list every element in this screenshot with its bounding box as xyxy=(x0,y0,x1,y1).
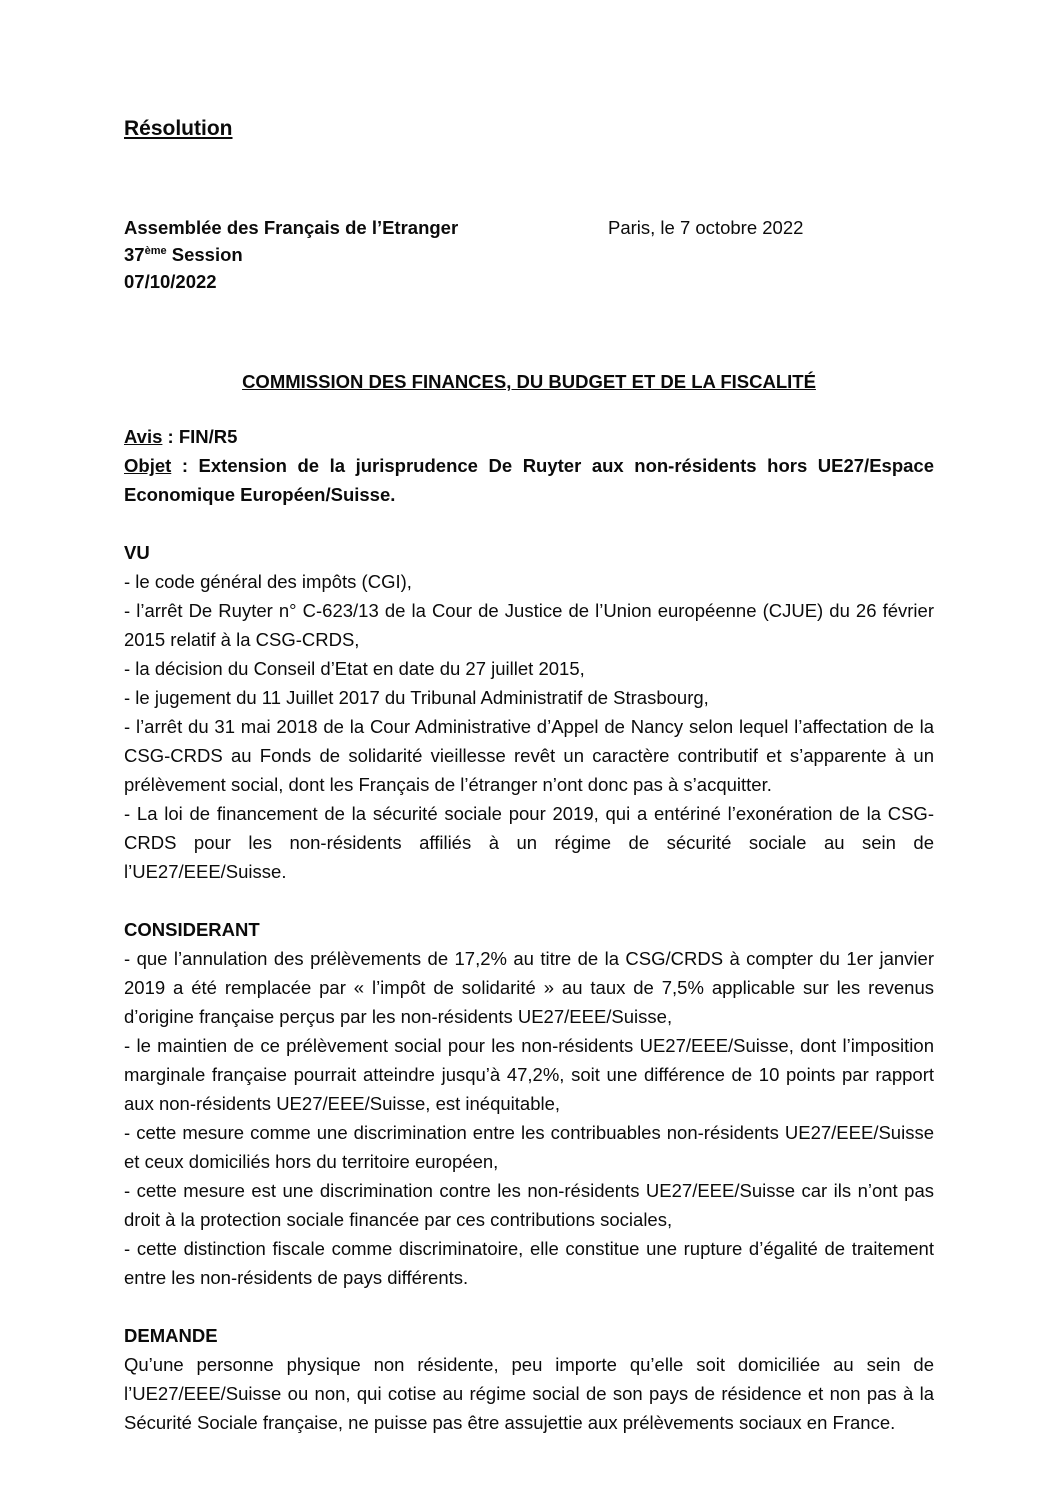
avis-value: : FIN/R5 xyxy=(162,426,238,447)
vu-item: - la décision du Conseil d’Etat en date du 27 juillet 2015, xyxy=(124,658,585,679)
objet-paragraph xyxy=(124,451,934,509)
session-number: 37 xyxy=(124,244,145,265)
vu-item: - La loi de financement de la sécurité sociale pour 2019, qui a entériné l’exonération de la CSG-CRDS pour les non-résidents affiliés à un régime de sécurité sociale au sein de l’UE27/EEE/Suisse. xyxy=(124,803,934,882)
session-word: Session xyxy=(166,244,243,265)
vu-item: - l’arrêt De Ruyter n° C-623/13 de la Cour de Justice de l’Union européenne (CJUE) du 26 février 2015 relatif à la CSG-CRDS, xyxy=(124,600,934,650)
considerant-item: - le maintien de ce prélèvement social pour les non-résidents UE27/EEE/Suisse, dont l’imposition marginale française pourrait atteindre jusqu’à 47,2%, soit une différence de 10 points par rapport aux non-résidents UE27/EEE/Suisse, est inéquitable, xyxy=(124,1035,934,1114)
considerant-item: - cette distinction fiscale comme discriminatoire, elle constitue une rupture d’égalité de traitement entre les non-résidents de pays différents. xyxy=(124,1238,934,1288)
considerant-items xyxy=(124,944,934,1292)
section-demande xyxy=(124,1321,934,1437)
commission-title: COMMISSION DES FINANCES, DU BUDGET ET DE LA FISCALITÉ xyxy=(242,371,816,392)
header-left-block xyxy=(124,214,608,295)
session-date: 07/10/2022 xyxy=(124,271,217,292)
meta-block xyxy=(124,422,934,509)
section-vu xyxy=(124,538,934,886)
section-considerant xyxy=(124,915,934,1292)
place-and-date: Paris, le 7 octobre 2022 xyxy=(608,217,804,238)
considerant-item: - cette mesure est une discrimination contre les non-résidents UE27/EEE/Suisse car ils n’ont pas droit à la protection sociale financée par ces contributions sociales, xyxy=(124,1180,934,1230)
avis-line xyxy=(124,422,934,451)
vu-items xyxy=(124,567,934,886)
vu-heading: VU xyxy=(124,542,150,563)
considerant-item: - que l’annulation des prélèvements de 17,2% au titre de la CSG/CRDS à compter du 1er janvier 2019 a été remplacée par « l’impôt de solidarité » au taux de 7,5% applicable sur les revenus d’origine française perçus par les non-résidents UE27/EEE/Suisse, xyxy=(124,948,934,1027)
document-header xyxy=(124,214,934,295)
considerant-heading: CONSIDERANT xyxy=(124,919,260,940)
considerant-item: - cette mesure comme une discrimination entre les contribuables non-résidents UE27/EEE/Suisse et ceux domiciliés hors du territoire européen, xyxy=(124,1122,934,1172)
objet-label: Objet xyxy=(124,455,172,476)
demande-heading: DEMANDE xyxy=(124,1325,218,1346)
session-line xyxy=(124,241,608,268)
demande-body: Qu’une personne physique non résidente, peu importe qu’elle soit domiciliée au sein de l’UE27/EEE/Suisse ou non, qui cotise au régime social de son pays de résidence et non pas à la Sécurité Sociale française, ne puisse pas être assujettie aux prélèvements sociaux en France. xyxy=(124,1354,934,1433)
session-ordinal-suffix: ème xyxy=(144,244,167,257)
objet-value: : Extension de la jurisprudence De Ruyter aux non-résidents hors UE27/Espace Economique Européen/Suisse. xyxy=(124,455,934,505)
avis-label: Avis xyxy=(124,426,163,447)
vu-item: - le code général des impôts (CGI), xyxy=(124,571,412,592)
vu-item: - le jugement du 11 Juillet 2017 du Tribunal Administratif de Strasbourg, xyxy=(124,687,709,708)
organization-name: Assemblée des Français de l’Etranger xyxy=(124,217,459,238)
vu-item: - l’arrêt du 31 mai 2018 de la Cour Administrative d’Appel de Nancy selon lequel l’affectation de la CSG-CRDS au Fonds de solidarité vieillesse revêt un caractère contributif et s’apparente à un prélèvement social, dont les Français de l’étranger n’ont donc pas à s’acquitter. xyxy=(124,716,934,795)
document-title: Résolution xyxy=(124,117,233,140)
